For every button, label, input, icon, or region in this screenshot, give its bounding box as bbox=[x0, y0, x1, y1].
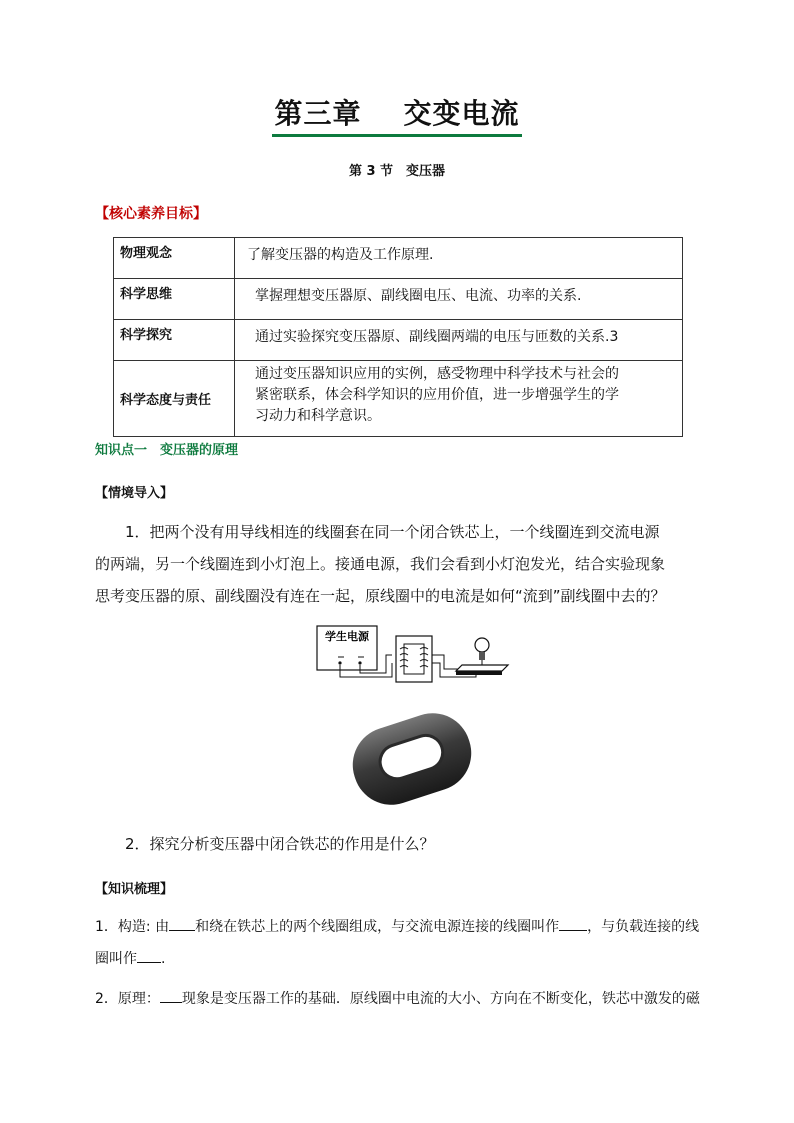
closed-iron-core-figure bbox=[340, 702, 484, 816]
goal-value: 通过实验探究变压器原、副线圈两端的电压与匝数的关系.3 bbox=[235, 320, 683, 361]
goals-heading: 【核心素养目标】 bbox=[95, 206, 207, 222]
review-text: 2．原理： bbox=[95, 991, 160, 1007]
goal-value-line: 习动力和科学意识。 bbox=[255, 408, 381, 424]
question-1-line: 思考变压器的原、副线圈没有连在一起，原线圈中的电流是如何“流到”副线圈中去的？ bbox=[95, 587, 666, 605]
review-text: 1．构造: 由 bbox=[95, 919, 170, 935]
section-title: 第 3 节 变压器 bbox=[348, 164, 446, 179]
goals-row bbox=[114, 320, 683, 361]
chapter-title bbox=[0, 92, 794, 137]
review-text: 圈叫作 bbox=[95, 951, 137, 967]
review-item-2 bbox=[95, 983, 715, 1015]
goal-value: 了解变压器的构造及工作原理. bbox=[235, 238, 683, 279]
goal-value-line: 紧密联系，体会科学知识的应用价值，进一步增强学生的学 bbox=[255, 387, 619, 403]
bulb-socket bbox=[479, 652, 485, 660]
goal-key: 科学态度与责任 bbox=[114, 361, 235, 437]
goal-key: 科学探究 bbox=[114, 320, 235, 361]
fill-blank[interactable] bbox=[559, 914, 587, 931]
chapter-name: 交变电流 bbox=[403, 97, 520, 130]
review-text: ，与负载连接的线 bbox=[587, 919, 700, 935]
fill-blank[interactable] bbox=[137, 946, 161, 963]
chapter-number: 第三章 bbox=[274, 97, 362, 130]
goals-row bbox=[114, 361, 683, 437]
lamp-base-edge bbox=[456, 671, 502, 675]
fill-blank[interactable] bbox=[160, 986, 182, 1003]
goal-value-line: 通过变压器知识应用的实例，感受物理中科学技术与社会的 bbox=[255, 366, 619, 382]
scenario-heading: 【情境导入】 bbox=[95, 486, 174, 501]
goal-value: 掌握理想变压器原、副线圈电压、电流、功率的关系. bbox=[235, 279, 683, 320]
review-text: 现象是变压器工作的基础．原线圈中电流的大小、方向在不断变化，铁芯中激发的磁 bbox=[181, 991, 700, 1007]
chapter-title-underlined bbox=[272, 92, 521, 137]
question-1 bbox=[95, 516, 715, 612]
question-1-line: 1．把两个没有用导线相连的线圈套在同一个闭合铁芯上，一个线圈连到交流电源 bbox=[125, 523, 660, 541]
goals-row bbox=[114, 238, 683, 279]
transformer-circuit-figure bbox=[316, 625, 516, 685]
goal-value-multiline bbox=[235, 361, 683, 437]
knowledge-point-heading: 知识点一 变压器的原理 bbox=[95, 443, 239, 458]
question-1-line: 的两端，另一个线圈连到小灯泡上。接通电源，我们会看到小灯泡发光，结合实验现象 bbox=[95, 555, 666, 573]
terminal-icon bbox=[358, 661, 361, 664]
light-bulb-icon bbox=[475, 638, 489, 652]
fill-blank[interactable] bbox=[169, 914, 195, 931]
power-supply-label: 学生电源 bbox=[325, 630, 369, 643]
review-text: 和绕在铁芯上的两个线圈组成，与交流电源连接的线圈叫作 bbox=[195, 919, 560, 935]
review-item-1 bbox=[95, 911, 715, 975]
transformer-core bbox=[396, 636, 432, 682]
goals-row bbox=[114, 279, 683, 320]
question-2: 2．探究分析变压器中闭合铁芯的作用是什么？ bbox=[125, 835, 435, 853]
review-text: . bbox=[161, 951, 166, 967]
goal-key: 物理观念 bbox=[114, 238, 235, 279]
goals-table bbox=[113, 237, 683, 437]
lamp-base bbox=[456, 665, 508, 671]
terminal-icon bbox=[338, 661, 341, 664]
review-heading: 【知识梳理】 bbox=[95, 882, 174, 897]
goal-key: 科学思维 bbox=[114, 279, 235, 320]
